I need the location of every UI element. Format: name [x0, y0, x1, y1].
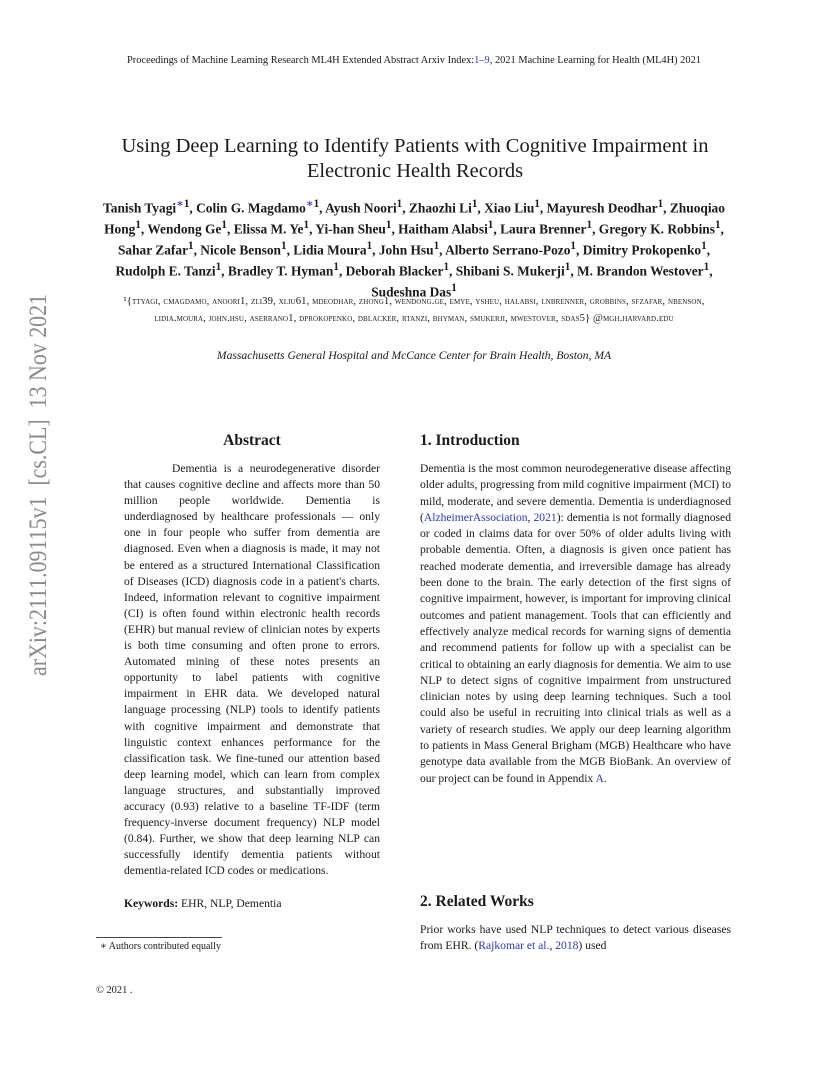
introduction-heading: 1. Introduction — [420, 432, 520, 449]
keywords-value: EHR, NLP, Dementia — [181, 897, 282, 910]
author-list: Tanish Tyagi$^{∗1}$, Colin G. Magdamo$^{∗1}$, Ayush Noori$^1$, Zhaozhi Li$^1$, Xiao Liu$^1$, Mayuresh Deodhar$^1$, Zhuoqiao Hong$^1$, Wendong Ge$^1$, Elissa M. Ye$^1$, Yi-han Sheu$^1$, Haitham Alabsi$^1$, Laura Brenner$^1$, Gregory K. Robbins$^1$, Sahar Zafar$^1$, Nicole Benson$^1$, Lidia Moura$^1$, John Hsu$^1$, Alberto Serrano-Pozo$^1$, Dimitry Prokopenko$^1$, Rudolph E. Tanzi$^1$, Bradley T. Hyman$^1$, Deborah Blacker$^1$, Shibani S. Mukerji$^1$, M. Brandon Westover$^1$, Sudeshna Das$^1$ — [103, 198, 725, 299]
arxiv-stamp — [14, 292, 56, 678]
running-head — [0, 55, 828, 66]
running-head-suffix: , 2021 Machine Learning for Health (ML4H) 2021 — [489, 55, 701, 66]
affiliation: Massachusetts General Hospital and McCance Center for Brain Health, Boston, MA — [216, 349, 612, 362]
running-head-prefix: Proceedings of Machine Learning Research ML4H Extended Abstract Arxiv Index: — [127, 55, 475, 66]
related-works-body: Prior works have used NLP techniques to detect various diseases from EHR. (Rajkomar et al., 2018) used — [420, 923, 731, 953]
equal-contribution-marker[interactable]: ∗ — [305, 198, 314, 210]
keywords — [124, 897, 380, 910]
citation-link[interactable]: Rajkomar et al. — [478, 939, 550, 953]
introduction-body: Dementia is the most common neurodegenerative disease affecting older adults, progressing from mild cognitive impairment (MCI) to mild, moderate, and severe dementia. Dementia is underdiagnosed (AlzheimerAssociation, 2021): dementia is not formally diagnosed or coded in claims data for over 50% of older adults living with probable dementia. Often, a diagnosis is given once patient has reached moderate dementia, and irreversible damage has already been done to the brain. The early detection of the first signs of cognitive impairment, however, is important for improving clinical outcomes and patient management. Tools that can efficiently and effectively analyze medical records for warning signs of dementia and recommend patients for follow up with a specialist can be critical to obtaining an early diagnosis for dementia. We aim to use NLP to detect signs of cognitive impairment from unstructured clinician notes by using deep learning techniques. Such a tool could also be useful in recruiting into clinical trials as well as a variety of research studies. We apply our deep learning algorithm to patients in Mass General Brigham (MGB) Healthcare who have genotype data available from the MGB BioBank. An overview of our project can be found in Appendix A. — [420, 462, 731, 785]
abstract-body — [124, 461, 380, 879]
copyright: © 2021 . — [96, 985, 133, 996]
paper-title: Using Deep Learning to Identify Patients with Cognitive Impairment in Electronic Health Records — [121, 135, 709, 182]
abstract-heading: Abstract — [223, 432, 281, 449]
citation-link[interactable]: A — [595, 771, 604, 785]
citation-link[interactable]: 2018 — [555, 939, 579, 953]
keywords-label: Keywords: — [124, 897, 179, 910]
page-range-link[interactable]: 1–9 — [474, 55, 490, 66]
citation-link[interactable]: 2021 — [533, 510, 557, 524]
equal-contribution-marker[interactable]: ∗ — [176, 198, 184, 210]
footnote-rule — [96, 937, 222, 938]
citation-link[interactable]: AlzheimerAssociation — [423, 510, 528, 524]
arxiv-stamp-text: arXiv:2111.09115v1 [cs.CL] 13 Nov 2021 — [23, 292, 52, 676]
footnote: ∗ Authors contributed equally — [100, 941, 221, 952]
author-emails: ¹{ttyagi, cmagdamo, anoori1, zli39, xliu61, mdeodhar, zhong1, wendong.ge, emye, ysheu, halabsi, lnbrenner, grobbins, sfzafar, nbenson, lidia.moura, john.hsu, aserrano1, dprokopenko, dblacker, rtanzi, bhyman, smukerji, mwestover, sdas5} @mgh.harvard.edu — [123, 295, 705, 324]
related-works-heading: 2. Related Works — [420, 893, 534, 910]
abstract-text: Dementia is a neurodegenerative disorder that causes cognitive decline and affects more than 50 million people worldwide. Dementia is underdiagnosed by healthcare professionals — only one in four people who suffer from dementia are diagnosed. Even when a diagnosis is made, it may not be entered as a structured International Classification of Diseases (ICD) diagnosis code in a patient's charts. Indeed, information relevant to cognitive impairment (CI) is often found within electronic health records (EHR) but manual review of clinician notes by experts is both time consuming and often prone to errors. Automated mining of these notes presents an opportunity to label patients with cognitive impairment in EHR data. We developed natural language processing (NLP) tools to identify patients with cognitive impairment and demonstrate that linguistic context enhances performance for the classification task. We fine-tuned our attention based deep learning model, which can learn from complex language structures, and substantially improved accuracy (0.93) relative to a baseline TF-IDF (term frequency-inverse document frequency) NLP model (0.84). Further, we show that deep learning NLP can successfully identify dementia patients without dementia-related ICD codes or medications. — [124, 462, 380, 878]
